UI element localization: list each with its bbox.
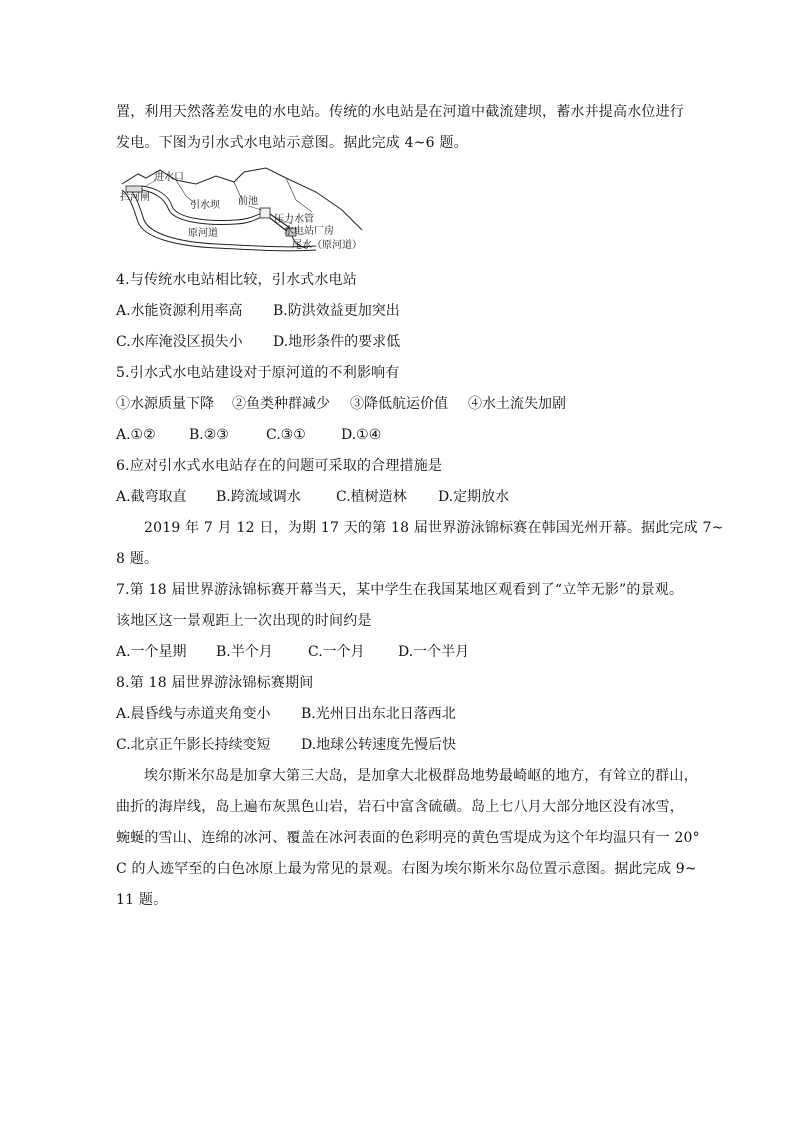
q5-item-4: ④水土流失加剧: [468, 396, 566, 412]
q4-options-row-1: [116, 302, 676, 320]
q5-option-b: B.②③: [189, 427, 229, 443]
q7-option-d: D.一个半月: [398, 644, 470, 660]
label-intake: 进水口: [154, 172, 184, 183]
para3-line-4: C 的人迹罕至的白色冰原上最为常见的景观。右图为埃尔斯米尔岛位置示意图。据此完成 9~: [116, 861, 697, 877]
q5-option-a: A.①②: [116, 427, 156, 443]
para2-line-1: 2019 年 7 月 12 日，为期 17 天的第 18 届世界游泳锦标赛在韩国光州开幕。据此完成 7~: [144, 520, 724, 536]
para3-line-2: 曲折的海岸线，岛上遍布灰黑色山岩，岩石中富含硫磺。岛上七八月大部分地区没有冰雪，: [116, 799, 684, 815]
q7-stem-line-1: 7.第 18 届世界游泳锦标赛开幕当天，某中学生在我国某地区观看到了“立竿无影”的景观。: [116, 582, 684, 598]
q5-item-2: ②鱼类种群减少: [232, 396, 330, 412]
q4-option-c: C.水库淹没区损失小: [116, 334, 243, 350]
para3-line-3: 蜿蜒的雪山、连绵的冰河、覆盖在冰河表面的色彩明亮的黄色雪堤成为这个年均温只有一 20°: [116, 830, 700, 846]
q6-option-b: B.跨流域调水: [216, 489, 301, 505]
q4-option-b: B.防洪效益更加突出: [273, 303, 400, 319]
q7-options-row: [116, 643, 676, 661]
para3-line-5: 11 题。: [116, 892, 168, 908]
q4-stem: 4.与传统水电站相比较，引水式水电站: [116, 272, 357, 288]
label-forebay: 前池: [238, 196, 258, 207]
label-penstock: 压力水管: [274, 214, 314, 225]
q6-option-c: C.植树造林: [336, 489, 407, 505]
q5-item-3: ③降低航运价值: [350, 396, 448, 412]
q7-option-b: B.半个月: [216, 644, 273, 660]
q5-option-c: C.③①: [266, 427, 306, 443]
q7-stem-line-2: 该地区这一景观距上一次出现的时间约是: [116, 613, 372, 629]
q4-option-a: A.水能资源利用率高: [116, 303, 243, 319]
q8-options-row-2: [116, 736, 676, 754]
label-barrage: 拦河闸: [120, 192, 150, 203]
q5-items-row: [116, 395, 676, 413]
q8-option-c: C.北京正午影长持续变短: [116, 737, 271, 753]
hydropower-diagram: [116, 166, 368, 258]
forebay-structure: [260, 208, 270, 218]
label-powerhouse: 水电站厂房: [284, 226, 334, 237]
q5-stem: 5.引水式水电站建设对于原河道的不利影响有: [116, 365, 400, 381]
label-tailwater: 尾水（原河道）: [292, 240, 362, 251]
q6-stem: 6.应对引水式水电站存在的问题可采取的合理措施是: [116, 458, 443, 474]
q6-option-a: A.截弯取直: [116, 489, 187, 505]
q7-option-a: A.一个星期: [116, 644, 187, 660]
q5-item-1: ①水源质量下降: [116, 396, 214, 412]
label-diversion-dam: 引水坝: [190, 200, 220, 211]
para3-line-1: 埃尔斯米尔岛是加拿大第三大岛，是加拿大北极群岛地势最崎岖的地方，有耸立的群山，: [144, 768, 698, 784]
q8-option-b: B.光州日出东北日落西北: [301, 706, 456, 722]
q6-options-row: [116, 488, 676, 506]
intro-line-2: 发电。下图为引水式水电站示意图。据此完成 4~6 题。: [116, 135, 468, 151]
q5-options-row: [116, 426, 676, 444]
q4-options-row-2: [116, 333, 676, 351]
intro-line-1: 置，利用天然落差发电的水电站。传统的水电站是在河道中截流建坝，蓄水并提高水位进行: [116, 104, 684, 120]
q8-option-a: A.晨昏线与赤道夹角变小: [116, 706, 271, 722]
q4-option-d: D.地形条件的要求低: [273, 334, 401, 350]
q8-options-row-1: [116, 705, 676, 723]
q6-option-d: D.定期放水: [438, 489, 510, 505]
q7-option-c: C.一个月: [308, 644, 365, 660]
label-original-channel: 原河道: [188, 228, 218, 239]
q5-option-d: D.①④: [341, 427, 382, 443]
q8-stem: 8.第 18 届世界游泳锦标赛期间: [116, 675, 314, 691]
para2-line-2: 8 题。: [116, 551, 159, 567]
q8-option-d: D.地球公转速度先慢后快: [301, 737, 457, 753]
